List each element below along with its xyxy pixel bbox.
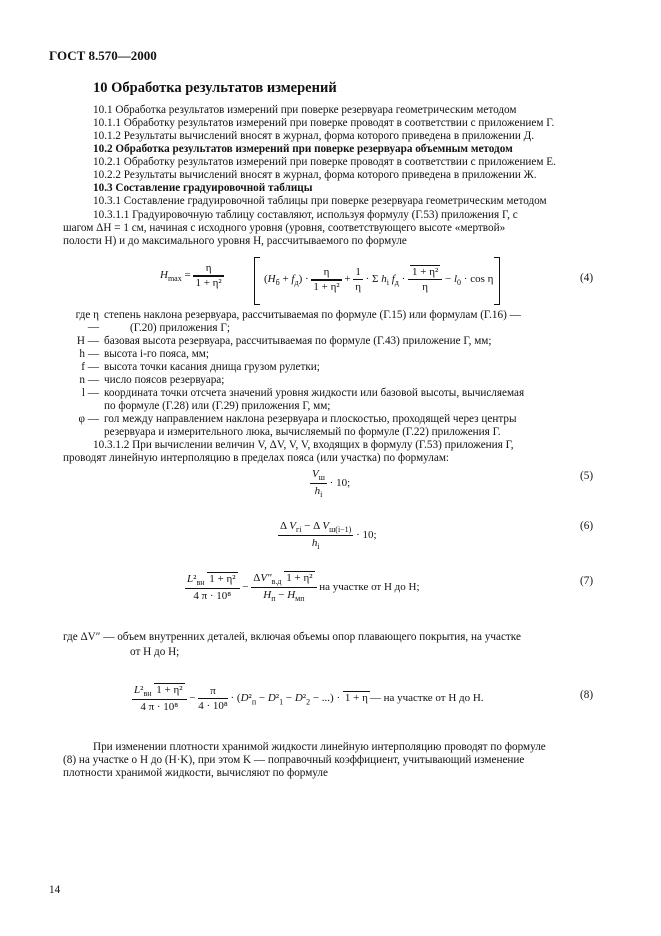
equation-4-body: $(H_б + f_д)$ · $\frac{\eta}{\text{1 + η²}}$ + $\frac{1}{\eta}$ · Σ $h_i$ $f_д$ · $\frac{\text{1 + η²}}{\eta}$ − $l_0 \cdot \cos \eta$	[264, 266, 494, 293]
final-para-line2: (8) на участке о H до (H·K), при этом K — поправочный коэффициент, учитывающий изменение	[63, 754, 525, 766]
para-10-3-1-1-line2: шагом ΔH = 1 см, начиная с исходного уровня (уровня, соответствующего высоте «мертвой»	[63, 222, 506, 234]
para-10-1-2: 10.1.2 Результаты вычислений вносят в журнал, форма которого приведена в приложении Д.	[93, 130, 535, 142]
where-symbol-l0: l —	[81, 387, 99, 399]
equation-6: $\frac{\Delta V_{гi} - \Delta V_{ш(i-1)}}{h_i}$ · 10;	[280, 520, 377, 552]
para-10-3-1: 10.3.1 Составление градуировочной таблицы при поверке резервуара геометрическим методом	[93, 195, 547, 207]
equation-number-6: (6)	[580, 520, 594, 532]
section-title: 10 Обработка результатов измерений	[93, 80, 337, 96]
where-symbol-eta: где η —	[75, 309, 99, 333]
equation-5: $\frac{V_ш}{h_i}$ · 10;	[312, 468, 351, 500]
equation-number-4: (4)	[580, 272, 594, 284]
equation-8-tail: на участке от H до H.	[383, 692, 484, 705]
para-10-2: 10.2 Обработка результатов измерений при поверке резервуара объемным методом	[93, 143, 513, 155]
page-number: 14	[49, 884, 61, 896]
para-10-3-1-2-line2: проводят линейную интерполяцию в пределах пояса (или участка) по формулам:	[63, 452, 450, 464]
where-symbol-hi: h —	[79, 348, 99, 360]
equation-7-tail: на участке от H до H;	[319, 581, 420, 594]
where-symbol-phi: φ —	[78, 413, 99, 425]
where2-line1: где ΔV″ — объем внутренних деталей, включая объемы опор плавающего покрытия, на участке	[63, 631, 521, 643]
where-text-l0: координата точки отсчета значений уровня жидкости или базовой высоты, вычисляемая	[104, 387, 525, 399]
where2-line2: от H до H;	[130, 646, 180, 658]
where-text-l0-2: по формуле (Г.28) или (Г.29) приложения Г, мм;	[104, 400, 331, 412]
para-10-3-1-2-line1: 10.3.1.2 При вычислении величин V, ΔV, V, V, входящих в формулу (Г.53) приложения Г,	[93, 439, 514, 451]
where-text-n: число поясов резервуара;	[104, 374, 225, 386]
where-symbol-fd: f —	[81, 361, 99, 373]
where-text-phi: гол между направлением наклона резервуара и плоскостью, проходящей через центры	[104, 413, 517, 425]
equation-8: $\frac{L^2_{вн} 1 + \eta^2}{\text{4 π · 10⁸}}$ − $\frac{\pi}{\text{4 · 10⁸}}$ · ($D^2_п - D^2_1 - D^2_2$ − ...) · 1 + η — на участке от H до H.	[134, 684, 484, 714]
equation-7: $\frac{L^2_{вн} 1 + \eta^2}{\text{4 π · 10⁸}}$ − $\frac{\Delta V''_{в.д} 1 + \eta^2}{H_п - H_{мп}}$ на участке от H до H;	[187, 572, 420, 604]
para-10-3-1-1-line1: 10.3.1.1 Градуировочную таблицу составляют, используя формулу (Г.53) приложения Г, с	[93, 209, 518, 221]
where-text-hi: высота i-го пояса, мм;	[104, 348, 209, 360]
equation-number-7: (7)	[580, 575, 594, 587]
bracket-right	[494, 257, 500, 305]
para-10-3: 10.3 Составление градуировочной таблицы	[93, 182, 313, 194]
where-text-hb: базовая высота резервуара, рассчитываемая по формуле (Г.43) приложение Г, мм;	[104, 335, 492, 347]
where-text-phi-2: резервуара и измерительного люка, вычисляемый по формуле (Г.22) приложения Г.	[104, 426, 501, 438]
para-10-2-1: 10.2.1 Обработку результатов измерений при поверке проводят в соответствии с приложением Е.	[93, 156, 556, 168]
final-para-line1: При изменении плотности хранимой жидкости линейную интерполяцию проводят по формуле	[93, 741, 546, 753]
where-text-fd: высота точки касания днища грузом рулетки;	[104, 361, 320, 373]
bracket-left	[254, 257, 260, 305]
where-text-eta: степень наклона резервуара, рассчитываемая по формуле (Г.15) или формулам (Г.16) —	[104, 309, 521, 321]
equation-4: $H_{max}$ = $\frac{\eta}{\text{1 + η²}}$	[160, 262, 222, 289]
para-10-1-1: 10.1.1 Обработку результатов измерений при поверке проводят в соответствии с приложением Г.	[93, 117, 555, 129]
equation-number-5: (5)	[580, 470, 594, 482]
where-symbol-n: n —	[79, 374, 99, 386]
where-text-eta-2: (Г.20) приложения Г;	[130, 322, 230, 334]
final-para-line3: плотности хранимой жидкости, вычисляют по формуле	[63, 767, 328, 779]
para-10-3-1-1-line3: полости H) и до максимального уровня H, рассчитываемого по формуле	[63, 235, 407, 247]
para-10-1: 10.1 Обработка результатов измерений при поверке резервуара геометрическим методом	[93, 104, 517, 116]
para-10-2-2: 10.2.2 Результаты вычислений вносят в журнал, форма которого приведена в приложении Ж.	[93, 169, 537, 181]
document-header: ГОСТ 8.570—2000	[49, 48, 157, 63]
equation-number-8: (8)	[580, 689, 594, 701]
where-symbol-hb: H —	[76, 335, 99, 347]
